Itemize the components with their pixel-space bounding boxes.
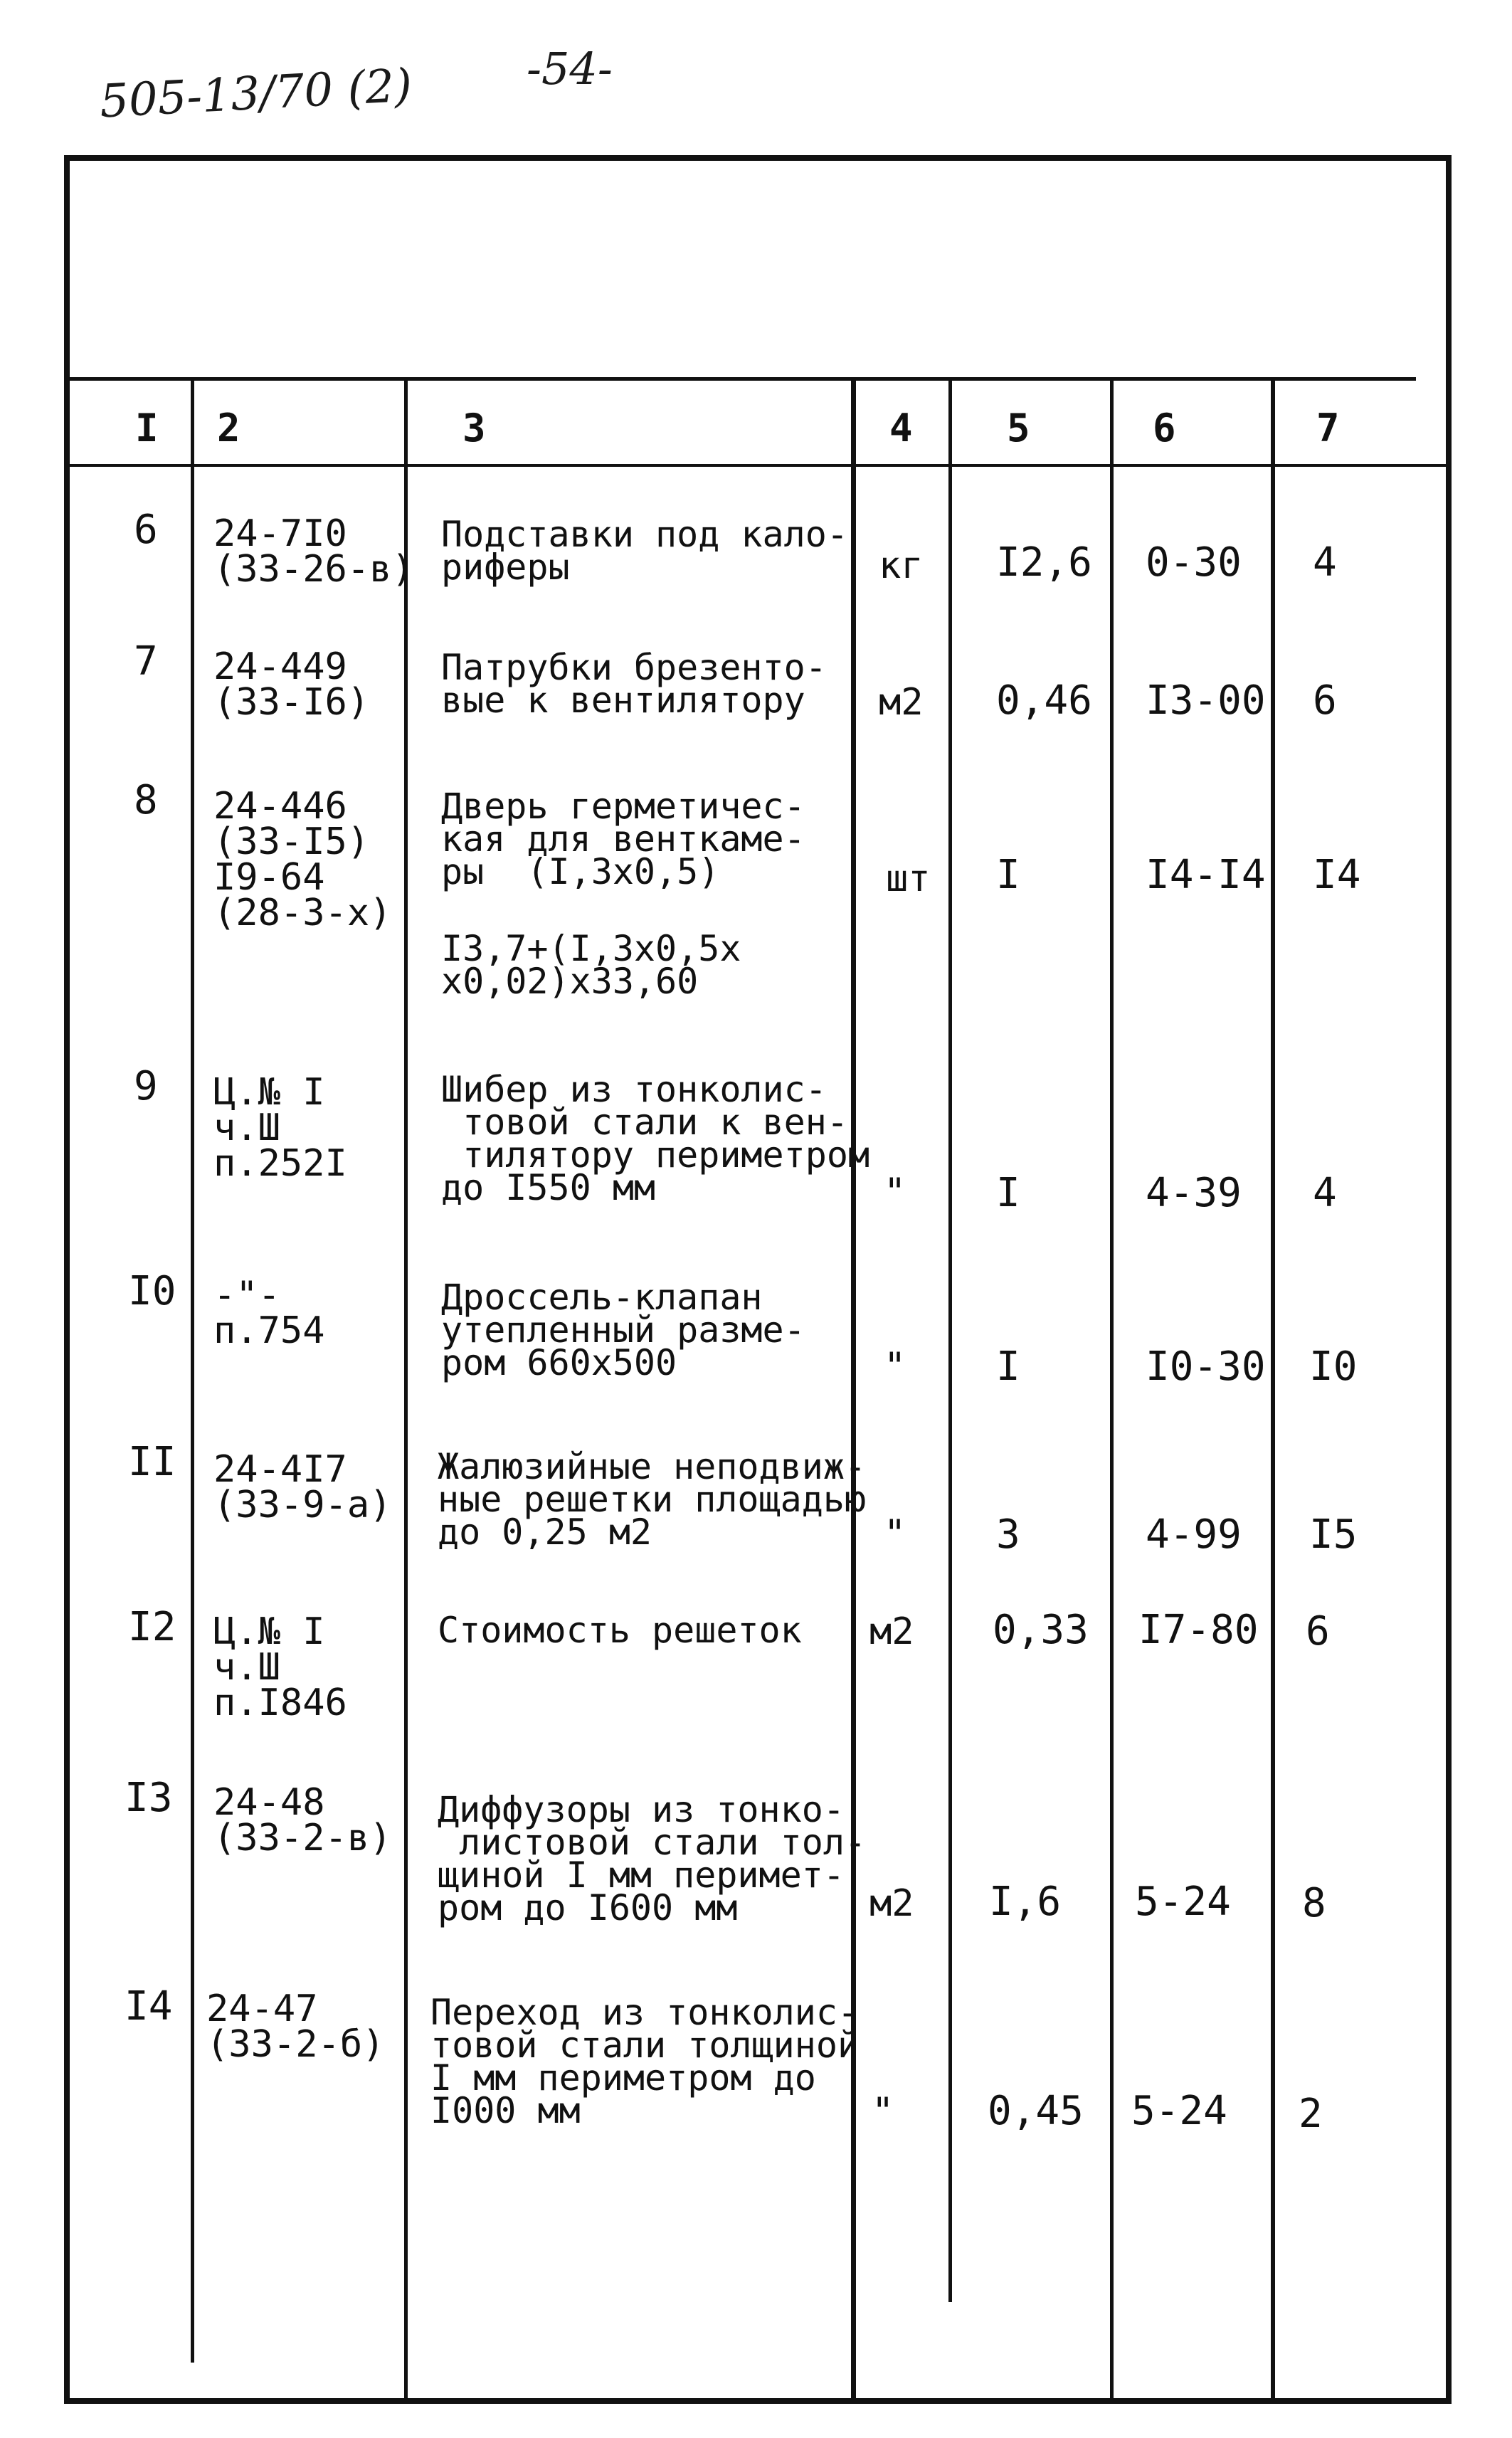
row-unit: " bbox=[884, 1345, 906, 1388]
column-header-3: 3 bbox=[462, 406, 486, 450]
row-quantity: I2,6 bbox=[996, 539, 1092, 586]
row-price: 0-30 bbox=[1146, 539, 1242, 586]
page-number: -54- bbox=[527, 43, 613, 95]
row-description: Патрубки брезенто- вые к вентилятору bbox=[441, 647, 827, 721]
row-quantity: 0,46 bbox=[996, 677, 1092, 724]
row-calculation: I3,7+(I,3x0,5x x0,02)x33,60 bbox=[441, 928, 741, 1002]
document-code: 505-13/70 (2) bbox=[98, 59, 413, 129]
row-number: 6 bbox=[134, 507, 158, 553]
column-header-1: I bbox=[135, 406, 159, 450]
row-description: Дроссель-клапан утепленный разме- ром 660x500 bbox=[441, 1277, 805, 1383]
row-reference: Ц.№ I ч.Ш п.I846 bbox=[213, 1610, 347, 1724]
col-divider-6 bbox=[1271, 381, 1275, 2402]
row-description: Жалюзийные неподвиж- ные решетки площадью до 0,25 м2 bbox=[438, 1446, 867, 1553]
row-number: 7 bbox=[134, 638, 158, 685]
row-price: 4-39 bbox=[1146, 1170, 1242, 1216]
column-header-5: 5 bbox=[1007, 406, 1030, 450]
row-total: I4 bbox=[1313, 852, 1361, 898]
row-quantity: I bbox=[996, 1170, 1020, 1216]
header-bottom-rule bbox=[64, 464, 1452, 467]
col-divider-2 bbox=[404, 381, 408, 2402]
row-unit: " bbox=[872, 2090, 894, 2133]
row-number: I4 bbox=[125, 1983, 173, 2030]
row-reference: 24-4I7 (33-9-а) bbox=[213, 1448, 392, 1526]
row-reference: Ц.№ I ч.Ш п.252I bbox=[213, 1071, 347, 1185]
column-header-7: 7 bbox=[1316, 406, 1340, 450]
col-divider-4 bbox=[948, 381, 952, 2302]
row-unit: " bbox=[884, 1512, 906, 1555]
row-total: 4 bbox=[1313, 539, 1337, 586]
row-unit: кг bbox=[879, 544, 924, 587]
row-number: I0 bbox=[128, 1268, 176, 1314]
row-description: Шибер из тонколис- тoвой стали к вен- тилятору периметром до I550 мм bbox=[441, 1069, 870, 1208]
row-price: 4-99 bbox=[1146, 1511, 1242, 1558]
col-divider-5 bbox=[1110, 381, 1114, 2402]
row-reference: 24-446 (33-I5) I9-64 (28-3-x) bbox=[213, 785, 392, 934]
row-number: I3 bbox=[125, 1775, 173, 1821]
row-price: I0-30 bbox=[1146, 1344, 1266, 1390]
column-header-6: 6 bbox=[1153, 406, 1176, 450]
row-quantity: I bbox=[996, 852, 1020, 898]
row-quantity: 3 bbox=[996, 1511, 1020, 1558]
row-description: Диффузоры из тонко- листовой стали тол- щиной I мм перимет- ром до I600 мм bbox=[438, 1789, 867, 1928]
row-number: 8 bbox=[134, 777, 158, 823]
column-header-2: 2 bbox=[217, 406, 240, 450]
col-divider-1 bbox=[191, 381, 194, 2363]
row-number: II bbox=[128, 1439, 176, 1485]
row-reference: 24-449 (33-I6) bbox=[213, 645, 370, 724]
row-reference: 24-47 (33-2-б) bbox=[206, 1988, 385, 2066]
header-top-rule bbox=[64, 377, 1416, 381]
row-price: 5-24 bbox=[1131, 2088, 1227, 2134]
row-price: 5-24 bbox=[1135, 1879, 1231, 1925]
row-unit: м2 bbox=[869, 1610, 914, 1653]
row-number: 9 bbox=[134, 1063, 158, 1109]
row-description: Переход из тонколис- товой стали толщиной I мм периметром до I000 мм bbox=[430, 1992, 860, 2131]
row-total: I5 bbox=[1309, 1511, 1358, 1558]
row-quantity: I,6 bbox=[989, 1879, 1062, 1925]
column-header-4: 4 bbox=[889, 406, 913, 450]
row-unit: " bbox=[884, 1171, 906, 1213]
row-quantity: I bbox=[996, 1344, 1020, 1390]
row-description: Подставки под кало- риферы bbox=[441, 514, 848, 588]
row-total: 2 bbox=[1299, 2091, 1323, 2137]
row-reference: -"- п.754 bbox=[213, 1274, 325, 1352]
row-price: I3-00 bbox=[1146, 677, 1266, 724]
row-unit: шт bbox=[886, 857, 931, 900]
row-quantity: 0,45 bbox=[988, 2088, 1084, 2134]
row-total: 4 bbox=[1313, 1170, 1337, 1216]
row-total: 8 bbox=[1302, 1880, 1326, 1926]
row-reference: 24-7I0 (33-26-в) bbox=[213, 512, 414, 591]
row-description: Стоимость решеток bbox=[438, 1610, 802, 1651]
row-unit: м2 bbox=[869, 1882, 914, 1925]
row-reference: 24-48 (33-2-в) bbox=[213, 1781, 392, 1859]
row-unit: м2 bbox=[879, 681, 924, 724]
row-quantity: 0,33 bbox=[993, 1607, 1089, 1653]
row-price: I4-I4 bbox=[1146, 852, 1266, 898]
row-number: I2 bbox=[128, 1604, 176, 1650]
row-description: Дверь герметичес- кая для венткаме- ры (I,3x0,5) bbox=[441, 786, 805, 892]
row-price: I7-80 bbox=[1138, 1607, 1259, 1653]
row-total: I0 bbox=[1309, 1344, 1358, 1390]
row-total: 6 bbox=[1313, 677, 1337, 724]
row-total: 6 bbox=[1306, 1608, 1330, 1655]
